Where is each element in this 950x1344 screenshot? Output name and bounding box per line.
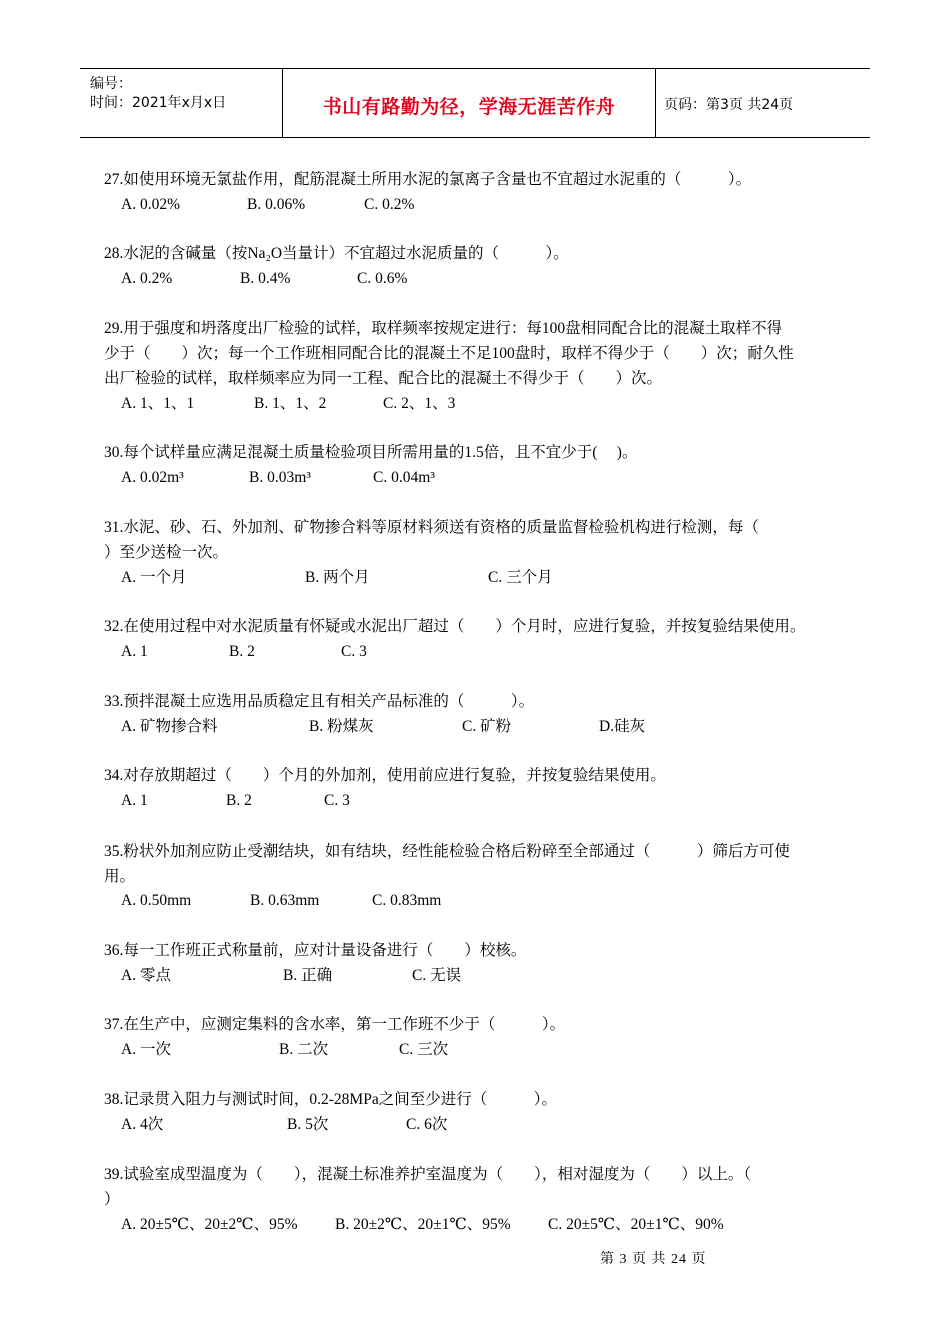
option: C. 0.2% bbox=[364, 196, 415, 213]
option: B. 2 bbox=[226, 792, 252, 809]
question-text: 用。 bbox=[104, 868, 136, 885]
option: C. 三个月 bbox=[488, 569, 553, 586]
question-text: 38.记录贯入阻力与测试时间，0.2-28MPa之间至少进行（ ）。 bbox=[104, 1091, 557, 1108]
question-options bbox=[121, 642, 861, 662]
option: C. 0.83mm bbox=[372, 892, 442, 909]
question-text: 出厂检验的试样，取样频率应为同一工程、配合比的混凝土不得少于（ ）次。 bbox=[104, 370, 663, 387]
option: B. 5次 bbox=[287, 1116, 329, 1133]
option: C. 3 bbox=[324, 792, 350, 809]
question-options bbox=[121, 195, 861, 215]
option: A. 矿物掺合料 bbox=[121, 718, 218, 735]
option: B. 2 bbox=[229, 643, 255, 660]
question-text: 30.每个试样量应满足混凝土质量检验项目所需用量的1.5倍，且不宜少于( )。 bbox=[104, 444, 638, 461]
option: B. 粉煤灰 bbox=[309, 718, 374, 735]
serial-number-label: 编号： bbox=[90, 76, 132, 92]
option: C. 三次 bbox=[399, 1041, 449, 1058]
question-text: 27.如使用环境无氯盐作用，配筋混凝土所用水泥的氯离子含量也不宜超过水泥重的（ ）。 bbox=[104, 171, 752, 188]
option: A. 一个月 bbox=[121, 569, 187, 586]
option: B. 0.06% bbox=[247, 196, 306, 213]
question-options bbox=[121, 791, 861, 811]
option: B. 1、1、2 bbox=[254, 395, 327, 412]
option: C. 2、1、3 bbox=[383, 395, 456, 412]
option: A. 0.02% bbox=[121, 196, 180, 213]
option: C. 6次 bbox=[406, 1116, 448, 1133]
question-options bbox=[121, 568, 861, 588]
option: B. 0.63mm bbox=[250, 892, 320, 909]
question-text: 35.粉状外加剂应防止受潮结块，如有结块，经性能检验合格后粉碎至全部通过（ ）筛后方可使 bbox=[104, 843, 790, 860]
option: A. 4次 bbox=[121, 1116, 164, 1133]
question-text: 31.水泥、砂、石、外加剂、矿物掺合料等原材料须送有资格的质量监督检验机构进行检测，每（ bbox=[104, 519, 759, 536]
question-options bbox=[121, 1115, 861, 1135]
date-label: 时间：2021年x月x日 bbox=[90, 95, 227, 111]
question-options bbox=[121, 1215, 861, 1235]
option: C. 0.04m³ bbox=[373, 469, 435, 486]
question-options bbox=[121, 269, 861, 289]
option: C. 0.6% bbox=[357, 270, 408, 287]
option: A. 20±5℃、20±2℃、95% bbox=[121, 1216, 298, 1233]
motto-text: 书山有路勤为径，学海无涯苦作舟 bbox=[322, 96, 616, 118]
option: A. 0.02m³ bbox=[121, 469, 184, 486]
page-code-label: 页码：第3页 共24页 bbox=[664, 97, 794, 113]
question-text: ） bbox=[104, 1191, 120, 1208]
question-text: 29.用于强度和坍落度出厂检验的试样，取样频率按规定进行：每100盘相同配合比的混凝土取样不得 bbox=[104, 320, 783, 337]
question-text: 39.试验室成型温度为（ ），混凝土标准养护室温度为（ ），相对湿度为（ ）以上。（ bbox=[104, 1166, 752, 1183]
option: C. 无误 bbox=[412, 967, 462, 984]
option: D.硅灰 bbox=[599, 718, 646, 735]
question-text: 33.预拌混凝土应选用品质稳定且有相关产品标准的（ ）。 bbox=[104, 693, 535, 710]
option: C. 矿粉 bbox=[462, 718, 512, 735]
question-text: 28.水泥的含碱量（按Na₂O当量计）不宜超过水泥质量的（ ）。 bbox=[104, 245, 569, 262]
option: C. 3 bbox=[341, 643, 367, 660]
option: A. 零点 bbox=[121, 967, 171, 984]
question-options bbox=[121, 717, 861, 737]
option: B. 0.03m³ bbox=[249, 469, 311, 486]
option: B. 0.4% bbox=[240, 270, 291, 287]
option: B. 20±2℃、20±1℃、95% bbox=[335, 1216, 511, 1233]
option: A. 0.2% bbox=[121, 270, 173, 287]
option: B. 正确 bbox=[283, 967, 333, 984]
question-options bbox=[121, 394, 861, 414]
question-text: ）至少送检一次。 bbox=[104, 544, 229, 561]
question-text: 少于（ ）次；每一个工作班相同配合比的混凝土不足100盘时，取样不得少于（ ）次；耐久性 bbox=[104, 345, 794, 362]
option: A. 1 bbox=[121, 643, 148, 660]
option: B. 二次 bbox=[279, 1041, 329, 1058]
question-options bbox=[121, 966, 861, 986]
question-options bbox=[121, 468, 861, 488]
question-text: 34.对存放期超过（ ）个月的外加剂，使用前应进行复验，并按复验结果使用。 bbox=[104, 767, 666, 784]
option: A. 一次 bbox=[121, 1041, 171, 1058]
option: A. 1 bbox=[121, 792, 148, 809]
page-footer: 第 3 页 共 24 页 bbox=[600, 1252, 707, 1267]
question-options bbox=[121, 1040, 861, 1060]
question-text: 32.在使用过程中对水泥质量有怀疑或水泥出厂超过（ ）个月时，应进行复验，并按复验结果使用。 bbox=[104, 618, 806, 635]
option: A. 1、1、1 bbox=[121, 395, 195, 412]
question-options bbox=[121, 891, 861, 911]
option: A. 0.50mm bbox=[121, 892, 192, 909]
question-text: 36.每一工作班正式称量前，应对计量设备进行（ ）校核。 bbox=[104, 942, 527, 959]
question-text: 37.在生产中，应测定集料的含水率，第一工作班不少于（ ）。 bbox=[104, 1016, 566, 1033]
option: B. 两个月 bbox=[305, 569, 370, 586]
option: C. 20±5℃、20±1℃、90% bbox=[548, 1216, 724, 1233]
